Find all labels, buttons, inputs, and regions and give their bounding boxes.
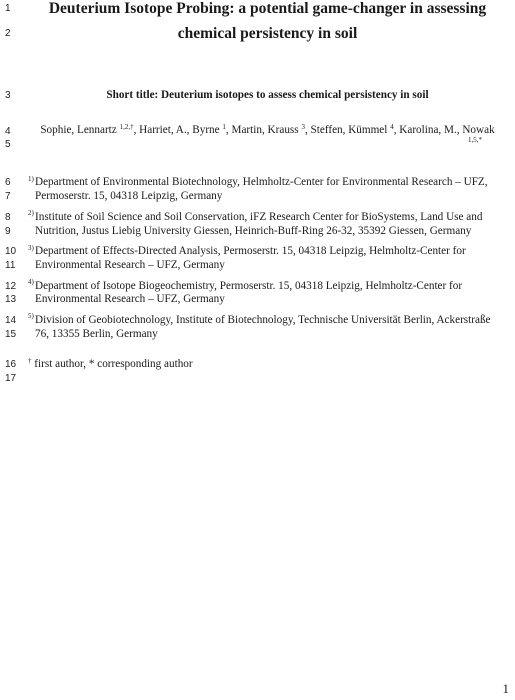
paper-title-line-2: chemical persistency in soil — [177, 25, 358, 42]
affiliation-text: Environmental Research – UFZ, Germany — [35, 293, 225, 305]
affiliation-number: 5) — [28, 312, 34, 320]
affiliation-text: Department of Environmental Biotechnology, Helmholtz-Center for Environmental Research – UFZ, — [35, 176, 488, 188]
affiliation-text: Division of Geobiotechnology, Institute of Biotechnology, Technische Universität Berlin, Ackerstraße — [35, 314, 491, 326]
dagger-marker: † — [28, 357, 32, 365]
line-number-2: 2 — [5, 28, 11, 39]
affiliation-text: Nutrition, Justus Liebig University Giessen, Heinrich-Buff-Ring 26-32, 35392 Giessen, Germany — [35, 225, 472, 237]
line-number-9: 9 — [5, 226, 11, 237]
footnote — [28, 358, 193, 371]
line-number-1: 1 — [5, 3, 11, 14]
page-number: 1 — [502, 681, 509, 696]
affiliation-number: 3) — [28, 244, 34, 252]
line-number-16: 16 — [5, 359, 17, 370]
author-name: Sophie, Lennartz — [40, 124, 120, 136]
author-affiliation-marker: 1,2,† — [119, 123, 134, 131]
line-number-8: 8 — [5, 212, 11, 223]
author-name: , Martin, Krauss — [225, 124, 302, 136]
author-name: , Harriet, A., Byrne — [133, 124, 223, 136]
author-name: , Steffen, Kümmel — [304, 124, 391, 136]
line-number-7: 7 — [5, 191, 11, 202]
line-number-14: 14 — [5, 315, 17, 326]
author-affiliation-marker: 1 — [222, 123, 226, 131]
affiliation-number: 4) — [28, 278, 34, 286]
author-list — [30, 124, 505, 136]
line-number-4: 4 — [5, 126, 11, 137]
affiliation-number: 1) — [28, 175, 34, 183]
line-number-3: 3 — [5, 90, 11, 101]
affiliation-number: 2) — [28, 209, 34, 217]
line-number-10: 10 — [5, 246, 17, 257]
line-number-5: 5 — [5, 139, 11, 150]
author-name: , Karolina, M., Nowak — [393, 124, 495, 136]
line-number-12: 12 — [5, 281, 17, 292]
line-number-11: 11 — [5, 260, 16, 271]
footnote-text: first author, * corresponding author — [31, 358, 193, 370]
paper-title-line-1: Deuterium Isotope Probing: a potential game-changer in assessing — [48, 0, 487, 17]
affiliation-text: Permoserstr. 15, 04318 Leipzig, Germany — [35, 190, 223, 202]
line-number-13: 13 — [5, 294, 17, 305]
affiliation-text: Environmental Research – UFZ, Germany — [35, 259, 225, 271]
short-title: Short title: Deuterium isotopes to assess chemical persistency in soil — [106, 89, 429, 101]
line-number-17: 17 — [5, 373, 17, 384]
affiliation-text: Department of Isotope Biogeochemistry, Permoserstr. 15, 04318 Leipzig, Helmholtz-Center for — [35, 280, 463, 292]
affiliation-text: Institute of Soil Science and Soil Conservation, iFZ Research Center for BioSystems, Land Use and — [35, 211, 483, 223]
author-affiliation-marker: 3 — [301, 123, 305, 131]
line-number-6: 6 — [5, 177, 11, 188]
affiliation-text: 76, 13355 Berlin, Germany — [35, 328, 158, 340]
affiliation-text: Department of Effects-Directed Analysis, Permoserstr. 15, 04318 Leipzig, Helmholtz-Center for — [35, 245, 466, 257]
author-affiliation-marker: 1,5,* — [468, 136, 482, 144]
author-affiliation-marker: 4 — [390, 123, 394, 131]
line-number-15: 15 — [5, 329, 17, 340]
